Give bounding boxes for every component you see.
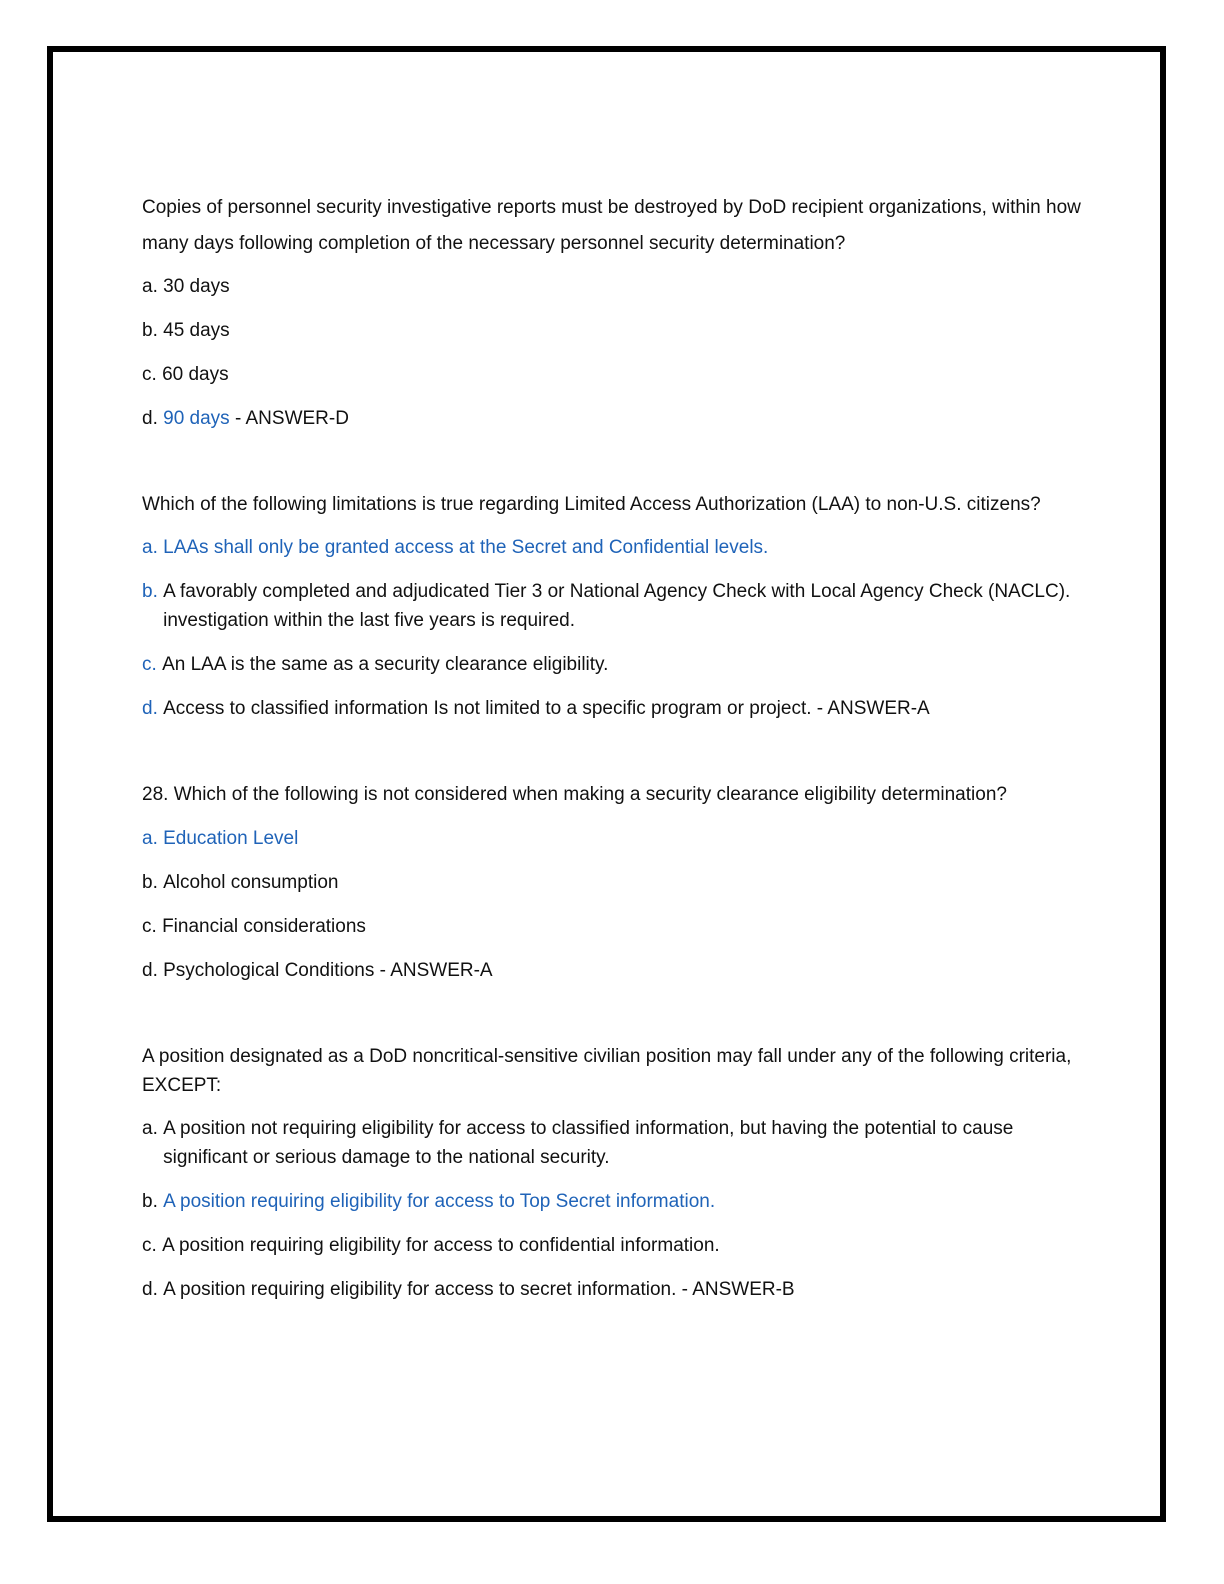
answer-key: - ANSWER-D <box>229 408 349 429</box>
option-letter: d. <box>142 698 164 719</box>
question-4-prompt: A position designated as a DoD noncritical-sensitive civilian position may fall under any of the following criteria, EXCEPT: <box>142 1046 1072 1096</box>
question-1-option-c <box>142 360 1082 389</box>
correct-answer-text: A position requiring eligibility for access to Top Secret information. <box>163 1191 716 1212</box>
option-letter: d. <box>142 960 164 981</box>
question-4-option-c <box>142 1231 1082 1260</box>
option-letter: c. <box>142 364 163 385</box>
option-text: Alcohol consumption <box>163 872 339 893</box>
option-letter: a. <box>142 1118 164 1139</box>
option-text-wrap <box>163 404 1082 433</box>
option-letter: b. <box>142 581 164 602</box>
question-3 <box>142 780 1082 985</box>
option-letter: a. <box>142 537 164 558</box>
correct-answer-text: Education Level <box>163 828 299 849</box>
option-letter: a. <box>142 276 164 297</box>
correct-answer-text: LAAs shall only be granted access at the Secret and Confidential levels. <box>163 537 769 558</box>
option-letter: b. <box>142 1191 164 1212</box>
option-text: 60 days <box>162 364 229 385</box>
option-letter: c. <box>142 654 163 675</box>
question-4-option-a <box>142 1114 1082 1172</box>
option-text: A favorably completed and adjudicated Tier 3 or National Agency Check with Local Agency Check (NACLC). investigation within the last five years is required. <box>163 581 1071 631</box>
question-2-option-b <box>142 577 1082 635</box>
question-2-option-d <box>142 694 1082 723</box>
document-body <box>142 190 1082 1361</box>
question-1-option-a <box>142 272 1082 301</box>
question-3-option-d <box>142 956 1082 985</box>
option-text: 30 days <box>163 276 230 297</box>
question-2-prompt: Which of the following limitations is true regarding Limited Access Authorization (LAA) to non-U.S. citizens? <box>142 494 1041 515</box>
question-4 <box>142 1042 1082 1304</box>
question-3-prompt: 28. Which of the following is not considered when making a security clearance eligibility determination? <box>142 784 1007 805</box>
option-letter: d. <box>142 408 164 429</box>
question-2 <box>142 490 1082 723</box>
question-2-option-a <box>142 533 1082 562</box>
question-3-option-a <box>142 824 1082 853</box>
option-text: Access to classified information Is not limited to a specific program or project. - ANSWER-A <box>163 698 930 719</box>
option-letter: c. <box>142 1235 163 1256</box>
question-1 <box>142 190 1082 433</box>
question-4-option-d <box>142 1275 1082 1304</box>
option-text: Psychological Conditions - ANSWER-A <box>163 960 493 981</box>
question-1-option-d <box>142 404 1082 433</box>
option-letter: b. <box>142 320 164 341</box>
option-letter: c. <box>142 916 163 937</box>
option-letter: a. <box>142 828 164 849</box>
question-3-option-b <box>142 868 1082 897</box>
question-2-option-c <box>142 650 1082 679</box>
option-letter: d. <box>142 1279 164 1300</box>
question-3-option-c <box>142 912 1082 941</box>
option-text: Financial considerations <box>162 916 366 937</box>
option-text: A position requiring eligibility for access to confidential information. <box>162 1235 720 1256</box>
option-text: A position not requiring eligibility for access to classified information, but having the potential to cause significant or serious damage to the national security. <box>163 1118 1014 1168</box>
option-text: An LAA is the same as a security clearance eligibility. <box>162 654 609 675</box>
option-letter: b. <box>142 872 164 893</box>
option-text: 45 days <box>163 320 230 341</box>
question-1-prompt: Copies of personnel security investigative reports must be destroyed by DoD recipient organizations, within how many days following completion of the necessary personnel security determination? <box>142 197 1081 254</box>
question-1-option-b <box>142 316 1082 345</box>
correct-answer-text: 90 days <box>163 408 230 429</box>
option-text: A position requiring eligibility for access to secret information. - ANSWER-B <box>163 1279 795 1300</box>
question-4-option-b <box>142 1187 1082 1216</box>
